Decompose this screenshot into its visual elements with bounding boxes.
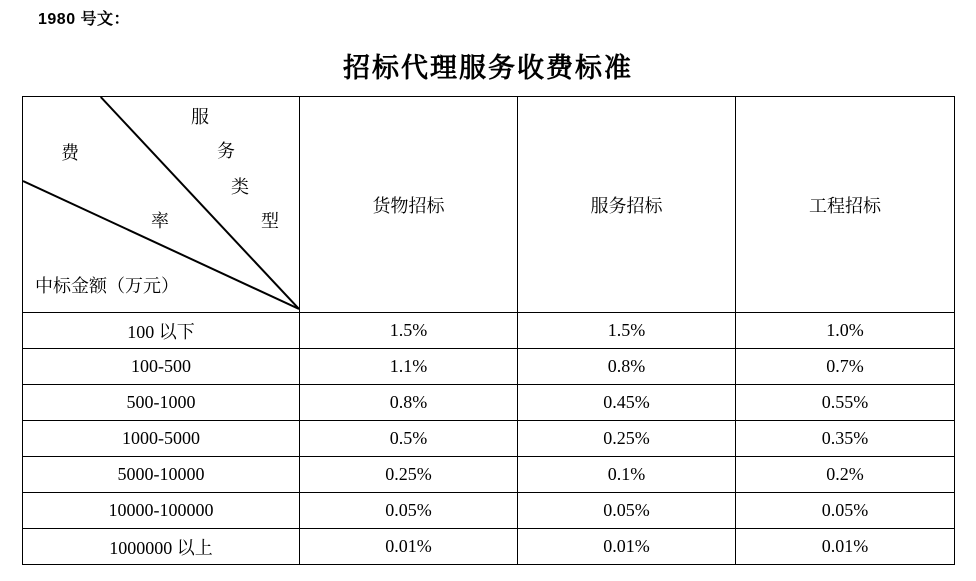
- row-label: 100 以下: [23, 313, 300, 349]
- table-corner-cell: [23, 97, 300, 313]
- cell-value: 0.8%: [300, 385, 518, 421]
- cell-value: 1.0%: [736, 313, 955, 349]
- cell-value: 0.05%: [300, 493, 518, 529]
- corner-label-amount: 中标金额（万元）: [35, 276, 179, 296]
- table-row: [23, 493, 955, 529]
- cell-value: 0.2%: [736, 457, 955, 493]
- corner-label-type: 型: [261, 211, 279, 231]
- cell-value: 0.25%: [300, 457, 518, 493]
- cell-value: 0.55%: [736, 385, 955, 421]
- corner-label-service-3: 类: [231, 177, 249, 197]
- cell-value: 0.01%: [736, 529, 955, 565]
- table-row: [23, 421, 955, 457]
- column-header-services: 服务招标: [518, 97, 736, 313]
- row-label: 10000-100000: [23, 493, 300, 529]
- corner-label-fee: 费: [61, 143, 79, 163]
- row-label: 100-500: [23, 349, 300, 385]
- row-label: 1000000 以上: [23, 529, 300, 565]
- table-row: [23, 385, 955, 421]
- table-header-row: [23, 97, 955, 313]
- corner-label-service-1: 服: [191, 107, 209, 127]
- cell-value: 1.5%: [300, 313, 518, 349]
- document-note: 1980 号文：: [38, 11, 131, 28]
- table-row: [23, 313, 955, 349]
- corner-label-service-2: 务: [217, 141, 235, 161]
- row-label: 1000-5000: [23, 421, 300, 457]
- table-row: [23, 457, 955, 493]
- cell-value: 0.05%: [518, 493, 736, 529]
- cell-value: 0.01%: [300, 529, 518, 565]
- cell-value: 0.05%: [736, 493, 955, 529]
- cell-value: 0.5%: [300, 421, 518, 457]
- cell-value: 0.1%: [518, 457, 736, 493]
- cell-value: 0.35%: [736, 421, 955, 457]
- page-title: 招标代理服务收费标准: [343, 53, 633, 83]
- row-label: 500-1000: [23, 385, 300, 421]
- column-header-goods: 货物招标: [300, 97, 518, 313]
- table-row: [23, 529, 955, 565]
- cell-value: 0.45%: [518, 385, 736, 421]
- corner-label-rate: 率: [151, 211, 169, 231]
- cell-value: 0.01%: [518, 529, 736, 565]
- row-label: 5000-10000: [23, 457, 300, 493]
- cell-value: 1.5%: [518, 313, 736, 349]
- fee-table: [22, 96, 955, 565]
- table-row: [23, 349, 955, 385]
- column-header-works: 工程招标: [736, 97, 955, 313]
- cell-value: 0.25%: [518, 421, 736, 457]
- fee-table-container: [22, 96, 954, 565]
- cell-value: 1.1%: [300, 349, 518, 385]
- cell-value: 0.7%: [736, 349, 955, 385]
- cell-value: 0.8%: [518, 349, 736, 385]
